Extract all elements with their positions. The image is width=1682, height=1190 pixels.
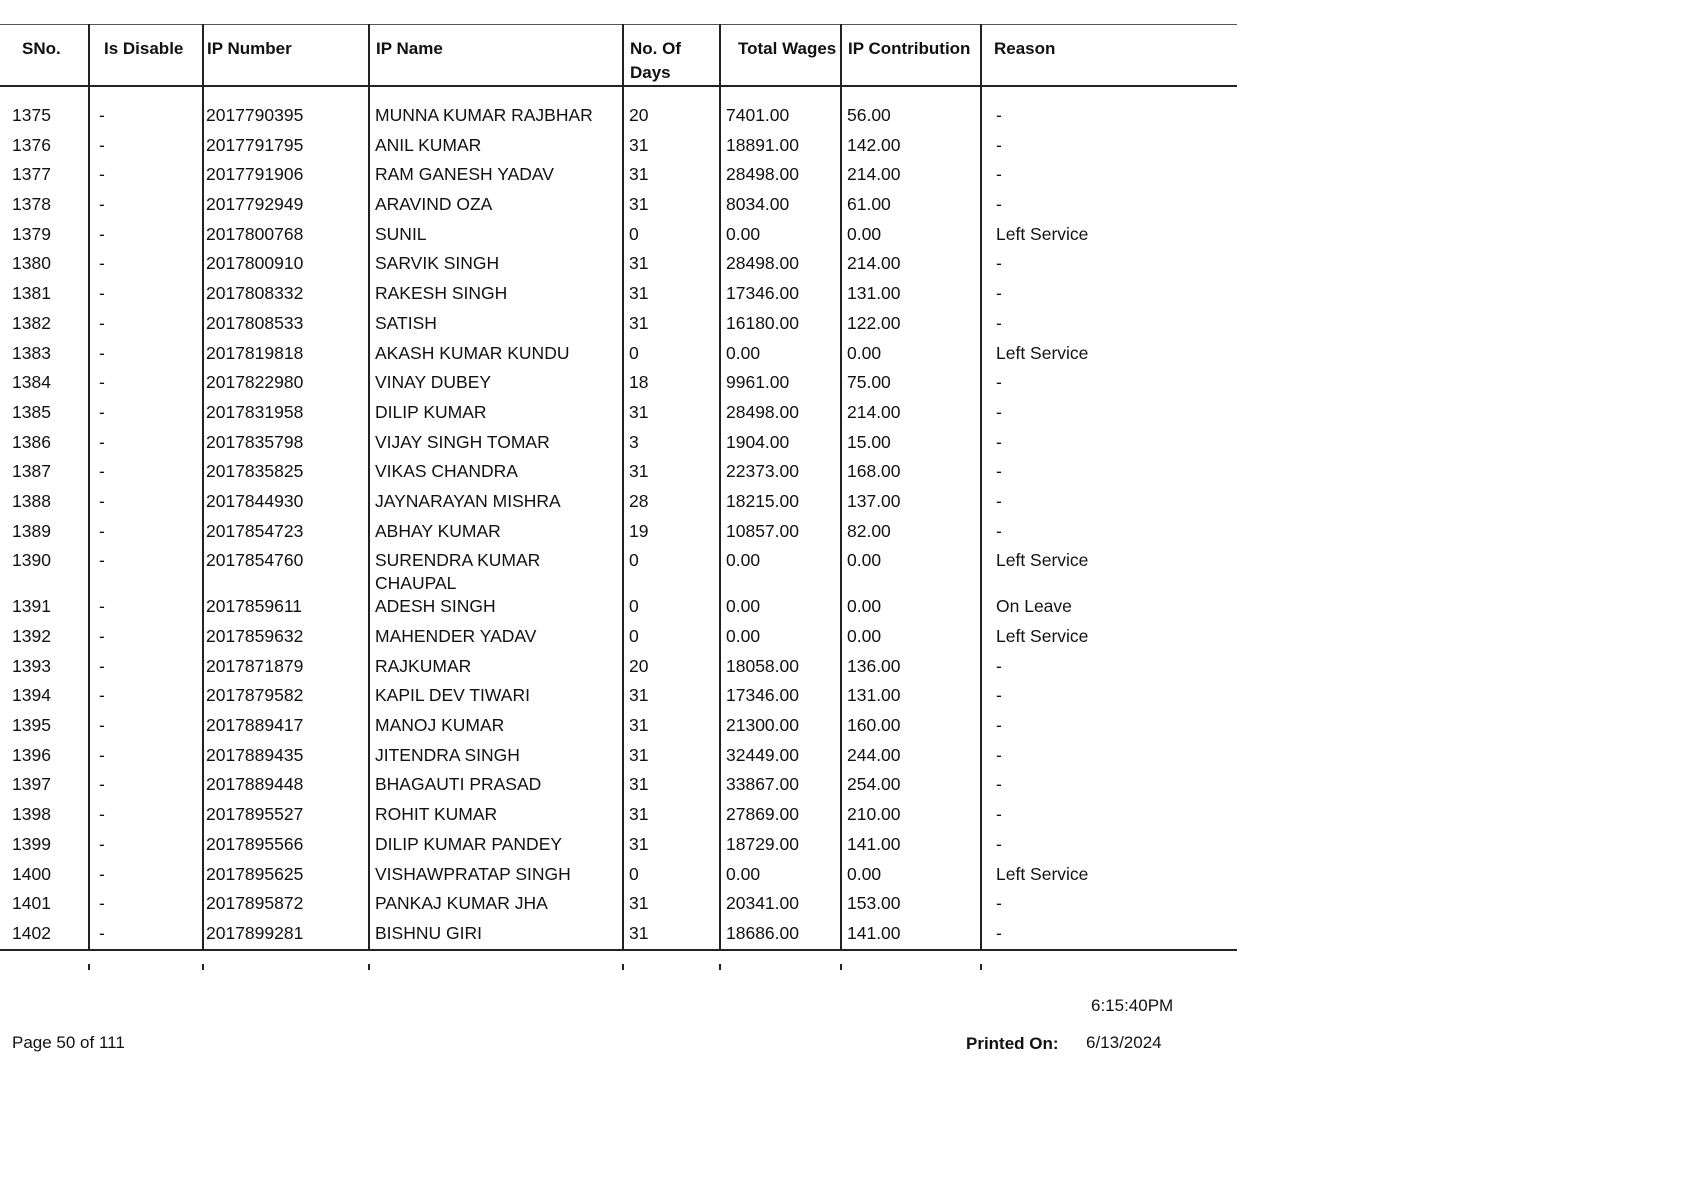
cell-sno: 1402 bbox=[0, 922, 89, 950]
cell-sno: 1401 bbox=[12, 893, 51, 914]
cell-reason: Left Service bbox=[981, 625, 1237, 655]
cell-reason: - bbox=[981, 744, 1237, 774]
table-row bbox=[0, 371, 1237, 401]
table-row bbox=[0, 744, 1237, 774]
cell-ip-name: VISHAWPRATAP SINGH bbox=[369, 863, 623, 893]
cell-ip-contribution: 214.00 bbox=[841, 163, 981, 193]
cell-reason: Left Service bbox=[981, 863, 1237, 893]
cell-reason: - bbox=[981, 371, 1237, 401]
cell-is-disable: - bbox=[89, 833, 203, 863]
header-ip-name: IP Name bbox=[369, 25, 623, 87]
cell-total-wages: 18215.00 bbox=[720, 490, 841, 520]
cell-total-wages: 0.00 bbox=[720, 549, 841, 595]
cell-is-disable: - bbox=[89, 104, 203, 134]
cell-ip-number: 2017791795 bbox=[203, 134, 369, 164]
cell-is-disable: - bbox=[89, 193, 203, 223]
cell-sno: 1387 bbox=[12, 461, 51, 482]
cell-is-disable: - bbox=[89, 803, 203, 833]
cell-ip-contribution: 137.00 bbox=[841, 490, 981, 520]
cell-ip-number: 2017790395 bbox=[203, 104, 369, 134]
cell-reason: - bbox=[981, 163, 1237, 193]
cell-ip-contribution: 142.00 bbox=[841, 134, 981, 164]
cell-total-wages: 0.00 bbox=[720, 223, 841, 253]
cell-total-wages: 18686.00 bbox=[720, 922, 841, 950]
cell-ip-name: ARAVIND OZA bbox=[369, 193, 623, 223]
cell-ip-contribution: 214.00 bbox=[841, 252, 981, 282]
cell-ip-name: JAYNARAYAN MISHRA bbox=[369, 490, 623, 520]
cell-sno: 1392 bbox=[12, 626, 51, 646]
cell-total-wages: 18058.00 bbox=[720, 655, 841, 685]
cell-sno: 1378 bbox=[12, 194, 51, 215]
cell-sno: 1400 bbox=[12, 863, 51, 884]
cell-sno: 1394 bbox=[12, 685, 51, 706]
cell-reason: - bbox=[981, 134, 1237, 164]
cell-ip-name: BISHNU GIRI bbox=[369, 922, 623, 950]
cell-reason: - bbox=[981, 773, 1237, 803]
cell-ip-contribution: 0.00 bbox=[841, 549, 981, 595]
cell-is-disable: - bbox=[89, 490, 203, 520]
table-row bbox=[0, 549, 1237, 595]
column-tick bbox=[980, 964, 982, 970]
cell-reason: - bbox=[981, 104, 1237, 134]
header-is-disable: Is Disable bbox=[89, 25, 203, 87]
table-row bbox=[0, 892, 1237, 922]
cell-reason: - bbox=[981, 490, 1237, 520]
cell-ip-name: JITENDRA SINGH bbox=[369, 744, 623, 774]
table-row bbox=[0, 625, 1237, 655]
cell-ip-name: KAPIL DEV TIWARI bbox=[369, 684, 623, 714]
cell-reason: Left Service bbox=[981, 549, 1237, 595]
cell-ip-number: 2017859632 bbox=[203, 625, 369, 655]
cell-sno: 1376 bbox=[12, 134, 51, 155]
cell-ip-name: DILIP KUMAR PANDEY bbox=[369, 833, 623, 863]
column-tick bbox=[202, 964, 204, 970]
cell-is-disable: - bbox=[89, 460, 203, 490]
table-row bbox=[0, 520, 1237, 550]
cell-reason: - bbox=[981, 833, 1237, 863]
contribution-table bbox=[0, 24, 1237, 951]
cell-is-disable: - bbox=[89, 595, 203, 625]
cell-ip-contribution: 160.00 bbox=[841, 714, 981, 744]
cell-reason: - bbox=[981, 460, 1237, 490]
cell-ip-number: 2017895566 bbox=[203, 833, 369, 863]
cell-total-wages: 28498.00 bbox=[720, 163, 841, 193]
cell-ip-name: SARVIK SINGH bbox=[369, 252, 623, 282]
cell-total-wages: 0.00 bbox=[720, 863, 841, 893]
table-row bbox=[0, 282, 1237, 312]
cell-total-wages: 1904.00 bbox=[720, 431, 841, 461]
cell-sno: 1391 bbox=[12, 596, 51, 617]
cell-ip-contribution: 153.00 bbox=[841, 892, 981, 922]
cell-total-wages: 20341.00 bbox=[720, 892, 841, 922]
cell-is-disable: - bbox=[89, 134, 203, 164]
cell-ip-number: 2017889448 bbox=[203, 773, 369, 803]
cell-sno: 1381 bbox=[12, 283, 51, 304]
table-row bbox=[0, 401, 1237, 431]
cell-ip-contribution: 168.00 bbox=[841, 460, 981, 490]
cell-sno: 1393 bbox=[12, 655, 51, 676]
cell-sno: 1377 bbox=[12, 164, 51, 185]
table-row bbox=[0, 193, 1237, 223]
table-row bbox=[0, 655, 1237, 685]
cell-ip-name: ADESH SINGH bbox=[369, 595, 623, 625]
cell-total-wages: 9961.00 bbox=[720, 371, 841, 401]
cell-reason: - bbox=[981, 892, 1237, 922]
column-tick bbox=[840, 964, 842, 970]
cell-ip-number: 2017844930 bbox=[203, 490, 369, 520]
cell-ip-number: 2017889417 bbox=[203, 714, 369, 744]
cell-days: 31 bbox=[623, 922, 720, 950]
cell-days: 0 bbox=[623, 223, 720, 253]
cell-days: 31 bbox=[623, 134, 720, 164]
cell-days: 31 bbox=[623, 460, 720, 490]
cell-ip-contribution: 75.00 bbox=[841, 371, 981, 401]
header-reason: Reason bbox=[981, 25, 1237, 87]
cell-total-wages: 33867.00 bbox=[720, 773, 841, 803]
cell-reason: - bbox=[981, 312, 1237, 342]
cell-total-wages: 28498.00 bbox=[720, 252, 841, 282]
cell-ip-number: 2017879582 bbox=[203, 684, 369, 714]
cell-is-disable: - bbox=[89, 282, 203, 312]
cell-ip-number: 2017871879 bbox=[203, 655, 369, 685]
table-body bbox=[0, 86, 1237, 950]
cell-ip-name: VIJAY SINGH TOMAR bbox=[369, 431, 623, 461]
cell-sno: 1386 bbox=[12, 431, 51, 452]
table-spacer-row bbox=[0, 86, 1237, 104]
cell-reason: On Leave bbox=[981, 595, 1237, 625]
table-row bbox=[0, 773, 1237, 803]
cell-days: 31 bbox=[623, 252, 720, 282]
cell-ip-contribution: 0.00 bbox=[841, 595, 981, 625]
table-row bbox=[0, 223, 1237, 253]
cell-ip-contribution: 0.00 bbox=[841, 342, 981, 372]
cell-days: 19 bbox=[623, 520, 720, 550]
cell-ip-name: RAJKUMAR bbox=[369, 655, 623, 685]
table-row bbox=[0, 490, 1237, 520]
table-row bbox=[0, 134, 1237, 164]
cell-ip-contribution: 214.00 bbox=[841, 401, 981, 431]
cell-ip-number: 2017854723 bbox=[203, 520, 369, 550]
cell-ip-contribution: 56.00 bbox=[841, 104, 981, 134]
cell-ip-name: BHAGAUTI PRASAD bbox=[369, 773, 623, 803]
cell-days: 31 bbox=[623, 282, 720, 312]
cell-total-wages: 22373.00 bbox=[720, 460, 841, 490]
cell-days: 20 bbox=[623, 655, 720, 685]
cell-sno: 1380 bbox=[12, 253, 51, 274]
cell-is-disable: - bbox=[89, 431, 203, 461]
table-row bbox=[0, 714, 1237, 744]
cell-reason: - bbox=[981, 803, 1237, 833]
cell-ip-name: VIKAS CHANDRA bbox=[369, 460, 623, 490]
cell-ip-name: MUNNA KUMAR RAJBHAR bbox=[369, 104, 623, 134]
table-row bbox=[0, 163, 1237, 193]
cell-ip-contribution: 82.00 bbox=[841, 520, 981, 550]
cell-total-wages: 8034.00 bbox=[720, 193, 841, 223]
cell-ip-name: AKASH KUMAR KUNDU bbox=[369, 342, 623, 372]
cell-ip-number: 2017792949 bbox=[203, 193, 369, 223]
cell-days: 31 bbox=[623, 312, 720, 342]
cell-ip-name: MANOJ KUMAR bbox=[369, 714, 623, 744]
cell-days: 31 bbox=[623, 744, 720, 774]
cell-is-disable: - bbox=[89, 520, 203, 550]
cell-is-disable: - bbox=[89, 252, 203, 282]
header-ip-number: IP Number bbox=[203, 25, 369, 87]
cell-days: 31 bbox=[623, 803, 720, 833]
cell-days: 0 bbox=[623, 342, 720, 372]
cell-sno: 1395 bbox=[12, 715, 51, 736]
cell-reason: - bbox=[981, 714, 1237, 744]
cell-total-wages: 17346.00 bbox=[720, 282, 841, 312]
cell-reason: - bbox=[981, 520, 1237, 550]
cell-ip-number: 2017835825 bbox=[203, 460, 369, 490]
cell-sno: 1388 bbox=[12, 490, 51, 511]
cell-total-wages: 0.00 bbox=[720, 342, 841, 372]
table-row bbox=[0, 312, 1237, 342]
cell-total-wages: 21300.00 bbox=[720, 714, 841, 744]
cell-days: 31 bbox=[623, 892, 720, 922]
cell-ip-name: PANKAJ KUMAR JHA bbox=[369, 892, 623, 922]
table-row bbox=[0, 252, 1237, 282]
table-row bbox=[0, 684, 1237, 714]
cell-is-disable: - bbox=[89, 312, 203, 342]
cell-ip-contribution: 210.00 bbox=[841, 803, 981, 833]
cell-days: 28 bbox=[623, 490, 720, 520]
cell-total-wages: 0.00 bbox=[720, 595, 841, 625]
cell-ip-name: SUNIL bbox=[369, 223, 623, 253]
cell-sno: 1379 bbox=[12, 223, 51, 244]
cell-reason: - bbox=[981, 922, 1237, 950]
table-header-row bbox=[0, 25, 1237, 87]
cell-is-disable: - bbox=[89, 342, 203, 372]
cell-sno: 1396 bbox=[12, 744, 51, 765]
header-ip-contribution: IP Contribution bbox=[841, 25, 981, 87]
printed-on-label: Printed On: bbox=[966, 1034, 1059, 1053]
cell-reason: - bbox=[981, 655, 1237, 685]
cell-ip-contribution: 141.00 bbox=[841, 833, 981, 863]
header-total-wages: Total Wages bbox=[720, 25, 841, 87]
cell-ip-contribution: 244.00 bbox=[841, 744, 981, 774]
cell-reason: Left Service bbox=[981, 342, 1237, 372]
table-row bbox=[0, 460, 1237, 490]
cell-ip-number: 2017889435 bbox=[203, 744, 369, 774]
cell-is-disable: - bbox=[89, 223, 203, 253]
cell-sno: 1389 bbox=[12, 520, 51, 541]
cell-total-wages: 18729.00 bbox=[720, 833, 841, 863]
cell-ip-contribution: 131.00 bbox=[841, 684, 981, 714]
cell-ip-name: SATISH bbox=[369, 312, 623, 342]
cell-reason: - bbox=[981, 282, 1237, 312]
cell-is-disable: - bbox=[89, 773, 203, 803]
cell-total-wages: 10857.00 bbox=[720, 520, 841, 550]
cell-ip-number: 2017791906 bbox=[203, 163, 369, 193]
cell-is-disable: - bbox=[89, 549, 203, 595]
cell-days: 20 bbox=[623, 104, 720, 134]
cell-is-disable: - bbox=[89, 625, 203, 655]
cell-days: 31 bbox=[623, 163, 720, 193]
cell-ip-number: 2017819818 bbox=[203, 342, 369, 372]
column-tick bbox=[622, 964, 624, 970]
header-sno: SNo. bbox=[0, 25, 89, 87]
cell-ip-contribution: 254.00 bbox=[841, 773, 981, 803]
cell-total-wages: 16180.00 bbox=[720, 312, 841, 342]
cell-days: 3 bbox=[623, 431, 720, 461]
cell-is-disable: - bbox=[89, 655, 203, 685]
cell-total-wages: 27869.00 bbox=[720, 803, 841, 833]
cell-ip-contribution: 0.00 bbox=[841, 625, 981, 655]
cell-days: 31 bbox=[623, 833, 720, 863]
cell-ip-name: DILIP KUMAR bbox=[369, 401, 623, 431]
cell-days: 31 bbox=[623, 773, 720, 803]
cell-is-disable: - bbox=[89, 163, 203, 193]
cell-days: 18 bbox=[623, 371, 720, 401]
cell-ip-number: 2017808533 bbox=[203, 312, 369, 342]
cell-ip-name: VINAY DUBEY bbox=[369, 371, 623, 401]
cell-sno: 1383 bbox=[12, 342, 51, 363]
cell-sno: 1390 bbox=[12, 550, 51, 571]
cell-reason: - bbox=[981, 401, 1237, 431]
cell-ip-name: ANIL KUMAR bbox=[369, 134, 623, 164]
column-tick bbox=[88, 964, 90, 970]
cell-is-disable: - bbox=[89, 892, 203, 922]
cell-ip-contribution: 0.00 bbox=[841, 863, 981, 893]
cell-days: 0 bbox=[623, 595, 720, 625]
cell-total-wages: 18891.00 bbox=[720, 134, 841, 164]
cell-days: 0 bbox=[623, 863, 720, 893]
cell-ip-contribution: 122.00 bbox=[841, 312, 981, 342]
table-row bbox=[0, 833, 1237, 863]
cell-ip-number: 2017859611 bbox=[203, 595, 369, 625]
cell-total-wages: 28498.00 bbox=[720, 401, 841, 431]
column-tick bbox=[368, 964, 370, 970]
cell-is-disable: - bbox=[89, 684, 203, 714]
cell-sno: 1384 bbox=[12, 372, 51, 393]
cell-sno: 1398 bbox=[12, 804, 51, 825]
table-row bbox=[0, 595, 1237, 625]
column-tick bbox=[719, 964, 721, 970]
page-number: Page 50 of 111 bbox=[12, 1033, 125, 1052]
cell-is-disable: - bbox=[89, 744, 203, 774]
table-row bbox=[0, 342, 1237, 372]
cell-is-disable: - bbox=[89, 401, 203, 431]
header-days: No. Of Days bbox=[623, 25, 720, 87]
cell-ip-number: 2017895872 bbox=[203, 892, 369, 922]
cell-ip-number: 2017831958 bbox=[203, 401, 369, 431]
cell-reason: Left Service bbox=[981, 223, 1237, 253]
cell-sno: 1397 bbox=[12, 774, 51, 795]
cell-total-wages: 32449.00 bbox=[720, 744, 841, 774]
cell-days: 0 bbox=[623, 625, 720, 655]
cell-reason: - bbox=[981, 193, 1237, 223]
cell-ip-number: 2017854760 bbox=[203, 549, 369, 595]
cell-days: 31 bbox=[623, 193, 720, 223]
cell-ip-number: 2017808332 bbox=[203, 282, 369, 312]
cell-ip-number: 2017895625 bbox=[203, 863, 369, 893]
cell-days: 31 bbox=[623, 401, 720, 431]
table-row bbox=[0, 803, 1237, 833]
cell-ip-name: RAM GANESH YADAV bbox=[369, 163, 623, 193]
printed-on-date: 6/13/2024 bbox=[1086, 1033, 1162, 1052]
table-row bbox=[0, 431, 1237, 461]
cell-ip-name: SURENDRA KUMAR CHAUPAL bbox=[369, 549, 623, 595]
cell-ip-name: RAKESH SINGH bbox=[369, 282, 623, 312]
cell-is-disable: - bbox=[89, 922, 203, 950]
cell-sno: 1382 bbox=[12, 312, 51, 333]
cell-ip-contribution: 136.00 bbox=[841, 655, 981, 685]
cell-is-disable: - bbox=[89, 863, 203, 893]
cell-total-wages: 0.00 bbox=[720, 625, 841, 655]
cell-sno: 1385 bbox=[12, 401, 51, 422]
cell-ip-contribution: 0.00 bbox=[841, 223, 981, 253]
cell-reason: - bbox=[981, 431, 1237, 461]
cell-ip-number: 2017800768 bbox=[203, 223, 369, 253]
print-time: 6:15:40PM bbox=[1091, 996, 1174, 1015]
table-bottom-ticks bbox=[0, 964, 1237, 970]
cell-is-disable: - bbox=[89, 714, 203, 744]
table-row bbox=[0, 104, 1237, 134]
cell-total-wages: 7401.00 bbox=[720, 104, 841, 134]
cell-sno: 1375 bbox=[12, 105, 51, 125]
cell-ip-number: 2017899281 bbox=[203, 922, 369, 950]
cell-days: 31 bbox=[623, 714, 720, 744]
table-row bbox=[0, 863, 1237, 893]
cell-total-wages: 17346.00 bbox=[720, 684, 841, 714]
cell-ip-contribution: 141.00 bbox=[841, 922, 981, 950]
cell-days: 31 bbox=[623, 684, 720, 714]
cell-ip-contribution: 61.00 bbox=[841, 193, 981, 223]
cell-ip-name: MAHENDER YADAV bbox=[369, 625, 623, 655]
cell-days: 0 bbox=[623, 549, 720, 595]
cell-ip-contribution: 15.00 bbox=[841, 431, 981, 461]
cell-reason: - bbox=[981, 684, 1237, 714]
cell-ip-contribution: 131.00 bbox=[841, 282, 981, 312]
cell-ip-name: ABHAY KUMAR bbox=[369, 520, 623, 550]
table-row bbox=[0, 922, 1237, 950]
cell-ip-number: 2017800910 bbox=[203, 252, 369, 282]
cell-ip-number: 2017895527 bbox=[203, 803, 369, 833]
cell-ip-number: 2017835798 bbox=[203, 431, 369, 461]
cell-ip-name: ROHIT KUMAR bbox=[369, 803, 623, 833]
cell-reason: - bbox=[981, 252, 1237, 282]
cell-sno: 1399 bbox=[12, 833, 51, 854]
cell-is-disable: - bbox=[89, 371, 203, 401]
cell-ip-number: 2017822980 bbox=[203, 371, 369, 401]
